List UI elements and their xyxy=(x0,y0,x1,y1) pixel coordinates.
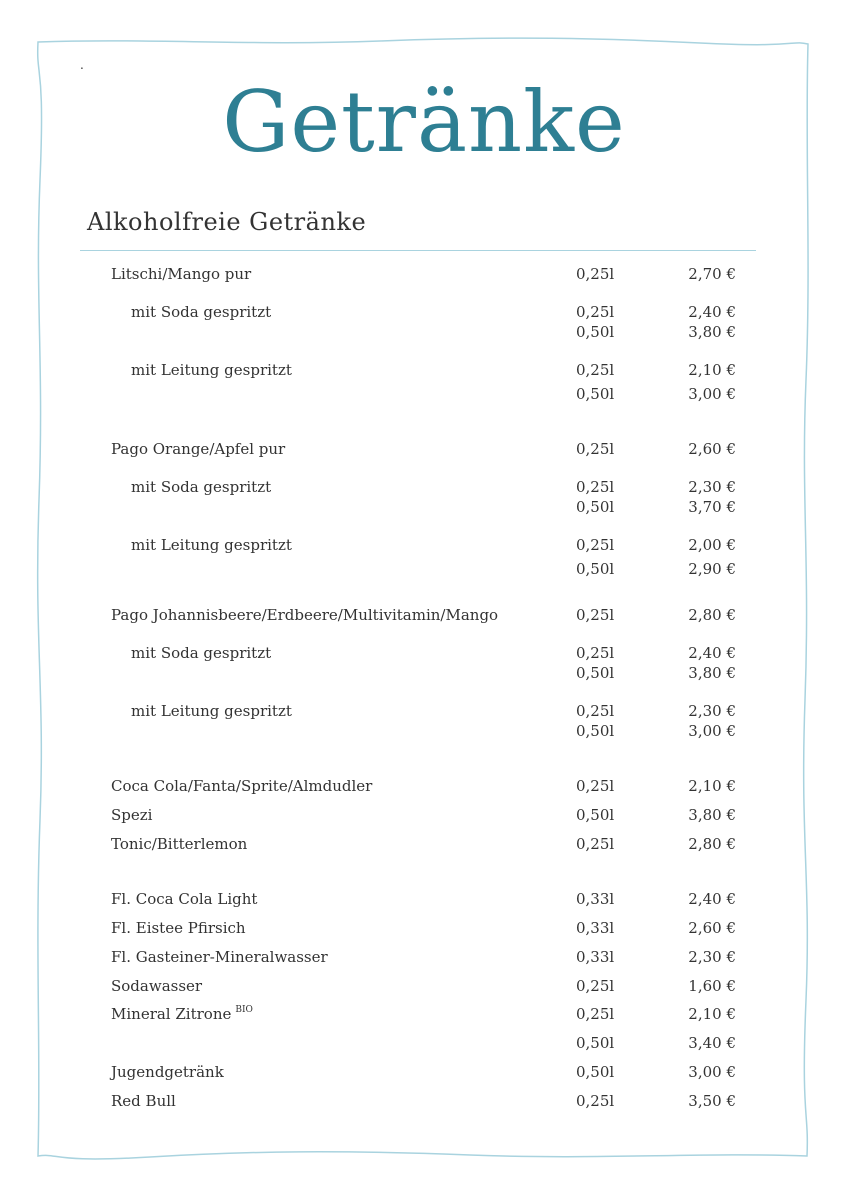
menu-row: Pago Johannisbeere/Erdbeere/Multivitamin/Mango 0,25l 2,80 € xyxy=(111,606,736,624)
page-title: Getränke xyxy=(222,73,626,171)
menu-row: Fl. Gasteiner-Mineralwasser 0,33l 2,30 € xyxy=(111,948,736,966)
menu-row: Litschi/Mango pur 0,25l 2,70 € xyxy=(111,265,736,283)
menu-row: Red Bull 0,25l 3,50 € xyxy=(111,1092,736,1110)
menu-row: Pago Orange/Apfel pur 0,25l 2,60 € xyxy=(111,440,736,458)
menu-row: Fl. Eistee Pfirsich 0,33l 2,60 € xyxy=(111,919,736,937)
menu-row: Spezi 0,50l 3,80 € xyxy=(111,806,736,824)
menu-row: mit Leitung gespritzt 0,25l 2,00 € xyxy=(131,536,736,554)
menu-row: 0,50l 3,00 € xyxy=(576,722,736,740)
menu-row: 0,50l 3,80 € xyxy=(576,664,736,682)
menu-row: mit Soda gespritzt 0,25l 2,30 € xyxy=(131,478,736,496)
menu-row: mit Soda gespritzt 0,25l 2,40 € xyxy=(131,644,736,662)
menu-row: Mineral Zitrone $^{BIO}$ 0,25l 2,10 € xyxy=(111,1005,736,1023)
menu-row: mit Leitung gespritzt 0,25l 2,30 € xyxy=(131,702,736,720)
menu-row: Coca Cola/Fanta/Sprite/Almdudler 0,25l 2,10 € xyxy=(111,777,736,795)
menu-row: 0,50l 3,70 € xyxy=(576,498,736,516)
menu-row: Jugendgetränk 0,50l 3,00 € xyxy=(111,1063,736,1081)
menu-row: mit Leitung gespritzt 0,25l 2,10 € xyxy=(131,361,736,379)
menu-row: Fl. Coca Cola Light 0,33l 2,40 € xyxy=(111,890,736,908)
menu-row: 0,50l 3,00 € xyxy=(576,385,736,403)
bio-mark: BIO xyxy=(235,1005,253,1015)
menu-row: Tonic/Bitterlemon 0,25l 2,80 € xyxy=(111,835,736,853)
stray-dot: . xyxy=(80,58,84,72)
section-divider xyxy=(80,250,756,251)
menu-row: mit Soda gespritzt 0,25l 2,40 € xyxy=(131,303,736,321)
menu-row: 0,50l 3,40 € xyxy=(576,1034,736,1052)
menu-row: 0,50l 3,80 € xyxy=(576,323,736,341)
section-title: Alkoholfreie Getränke xyxy=(87,208,367,236)
menu-row: Sodawasser 0,25l 1,60 € xyxy=(111,977,736,995)
menu-row: 0,50l 2,90 € xyxy=(576,560,736,578)
